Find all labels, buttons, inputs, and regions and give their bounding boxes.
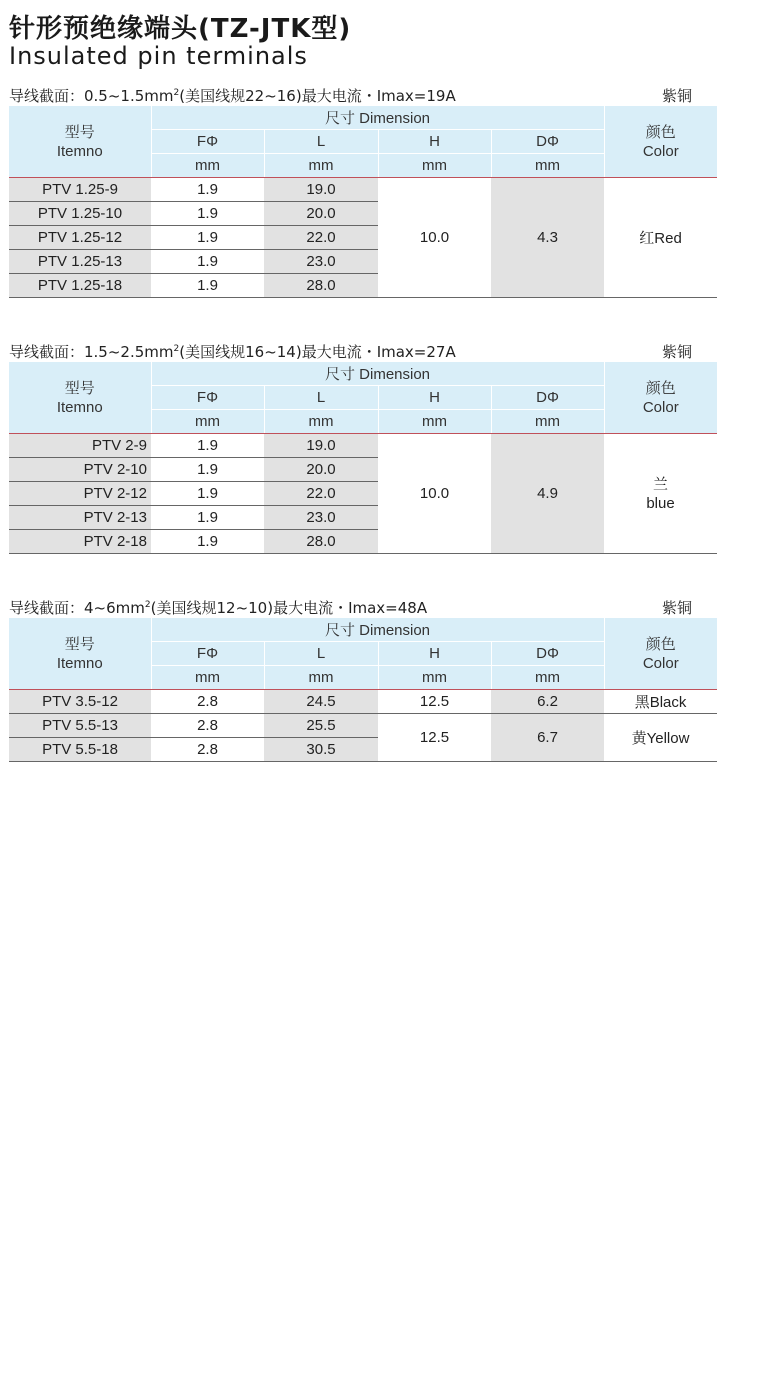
- d-cell: 6.2: [491, 690, 604, 714]
- color-cell: 红Red: [604, 178, 717, 298]
- f-cell: 1.9: [151, 458, 264, 482]
- table-row: [9, 714, 717, 738]
- h-cell: 12.5: [378, 714, 491, 762]
- d-cell: 4.3: [491, 178, 604, 298]
- unit-d: mm: [491, 410, 604, 434]
- l-cell: 30.5: [264, 738, 378, 762]
- model-cell: PTV 1.25-10: [9, 202, 151, 226]
- section-2: [9, 338, 717, 554]
- section-3-table: [9, 618, 717, 762]
- model-cell: PTV 5.5-18: [9, 738, 151, 762]
- f-cell: 1.9: [151, 250, 264, 274]
- l-cell: 25.5: [264, 714, 378, 738]
- l-cell: 22.0: [264, 482, 378, 506]
- col-h-header: H: [378, 130, 491, 154]
- color-cell: 黄Yellow: [604, 714, 717, 762]
- l-cell: 23.0: [264, 506, 378, 530]
- d-cell: 6.7: [491, 714, 604, 762]
- unit-f: mm: [151, 410, 264, 434]
- l-cell: 20.0: [264, 458, 378, 482]
- page-title-en: Insulated pin terminals: [9, 42, 308, 70]
- unit-f: mm: [151, 666, 264, 690]
- l-cell: 19.0: [264, 178, 378, 202]
- unit-h: mm: [378, 666, 491, 690]
- col-l-header: L: [264, 386, 378, 410]
- f-cell: 1.9: [151, 178, 264, 202]
- unit-l: mm: [264, 666, 378, 690]
- section-1-table: [9, 106, 717, 298]
- model-header: 型号 Itemno: [9, 618, 151, 690]
- l-cell: 20.0: [264, 202, 378, 226]
- unit-h: mm: [378, 154, 491, 178]
- model-cell: PTV 5.5-13: [9, 714, 151, 738]
- dimension-header: 尺寸 Dimension: [151, 618, 604, 642]
- unit-l: mm: [264, 410, 378, 434]
- dimension-header: 尺寸 Dimension: [151, 106, 604, 130]
- model-cell: PTV 1.25-18: [9, 274, 151, 298]
- model-cell: PTV 1.25-9: [9, 178, 151, 202]
- h-cell: 12.5: [378, 690, 491, 714]
- f-cell: 2.8: [151, 714, 264, 738]
- color-header: 颜色 Color: [604, 618, 717, 690]
- table-row: [9, 178, 717, 202]
- unit-h: mm: [378, 410, 491, 434]
- l-cell: 22.0: [264, 226, 378, 250]
- col-f-header: FΦ: [151, 386, 264, 410]
- col-l-header: L: [264, 130, 378, 154]
- model-cell: PTV 3.5-12: [9, 690, 151, 714]
- f-cell: 2.8: [151, 690, 264, 714]
- color-header: 颜色 Color: [604, 106, 717, 178]
- h-cell: 10.0: [378, 178, 491, 298]
- section-1: [9, 82, 717, 298]
- col-h-header: H: [378, 386, 491, 410]
- model-cell: PTV 2-13: [9, 506, 151, 530]
- f-cell: 1.9: [151, 202, 264, 226]
- f-cell: 1.9: [151, 482, 264, 506]
- model-cell: PTV 2-10: [9, 458, 151, 482]
- col-d-header: DΦ: [491, 386, 604, 410]
- col-l-header: L: [264, 642, 378, 666]
- l-cell: 28.0: [264, 274, 378, 298]
- section-2-material: 紫铜: [661, 343, 692, 361]
- unit-d: mm: [491, 666, 604, 690]
- dimension-header: 尺寸 Dimension: [151, 362, 604, 386]
- page-title-cn: 针形预绝缘端头(TZ-JTK型): [9, 14, 352, 44]
- section-2-table: [9, 362, 717, 554]
- section-1-spec: 导线截面：$0.5\sim 1.5mm^2$(美国线规22~16)最大电流・Imax=19A: [9, 87, 456, 105]
- l-cell: 23.0: [264, 250, 378, 274]
- section-3-material: 紫铜: [661, 599, 692, 617]
- unit-f: mm: [151, 154, 264, 178]
- model-header: 型号 Itemno: [9, 362, 151, 434]
- f-cell: 1.9: [151, 226, 264, 250]
- color-header: 颜色 Color: [604, 362, 717, 434]
- section-3-spec: 导线截面：$4\sim 6mm^2$(美国线规12~10)最大电流・Imax=48A: [9, 599, 428, 617]
- section-1-header: [9, 82, 717, 106]
- model-cell: PTV 1.25-13: [9, 250, 151, 274]
- model-cell: PTV 1.25-12: [9, 226, 151, 250]
- f-cell: 1.9: [151, 506, 264, 530]
- color-cell: 黑Black: [604, 690, 717, 714]
- col-f-header: FΦ: [151, 642, 264, 666]
- section-2-header: [9, 338, 717, 362]
- unit-l: mm: [264, 154, 378, 178]
- f-cell: 2.8: [151, 738, 264, 762]
- section-2-spec: 导线截面：$1.5\sim 2.5mm^2$(美国线规16~14)最大电流・Imax=27A: [9, 343, 456, 361]
- col-d-header: DΦ: [491, 130, 604, 154]
- table-row: [9, 434, 717, 458]
- d-cell: 4.9: [491, 434, 604, 554]
- section-1-material: 紫铜: [661, 87, 692, 105]
- model-cell: PTV 2-18: [9, 530, 151, 554]
- color-cell: 兰 blue: [604, 434, 717, 554]
- f-cell: 1.9: [151, 274, 264, 298]
- l-cell: 28.0: [264, 530, 378, 554]
- section-3: [9, 594, 717, 762]
- model-cell: PTV 2-12: [9, 482, 151, 506]
- unit-d: mm: [491, 154, 604, 178]
- l-cell: 24.5: [264, 690, 378, 714]
- section-3-header: [9, 594, 717, 618]
- l-cell: 19.0: [264, 434, 378, 458]
- f-cell: 1.9: [151, 434, 264, 458]
- h-cell: 10.0: [378, 434, 491, 554]
- col-f-header: FΦ: [151, 130, 264, 154]
- model-header: 型号 Itemno: [9, 106, 151, 178]
- f-cell: 1.9: [151, 530, 264, 554]
- table-row: [9, 690, 717, 714]
- model-cell: PTV 2-9: [9, 434, 151, 458]
- col-h-header: H: [378, 642, 491, 666]
- col-d-header: DΦ: [491, 642, 604, 666]
